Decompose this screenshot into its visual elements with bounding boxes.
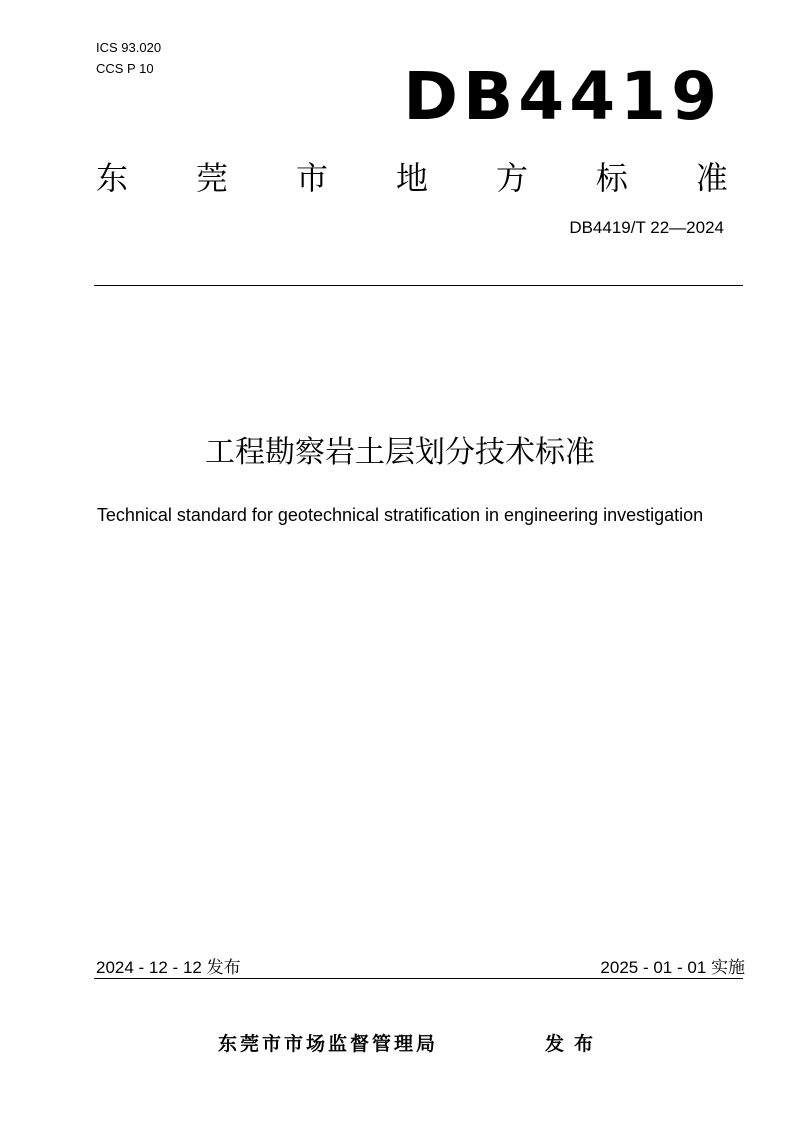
title-chinese: 工程勘察岩土层划分技术标准 bbox=[205, 435, 595, 470]
db-code-logo: DB4419 bbox=[403, 58, 722, 135]
local-standard-char: 方 bbox=[495, 159, 528, 197]
issuing-authority: 东莞市市场监督管理局 bbox=[218, 1033, 439, 1055]
local-standard-char: 莞 bbox=[195, 159, 228, 197]
standard-number: DB4419/T 22—2024 bbox=[569, 218, 724, 237]
local-standard-char: 准 bbox=[695, 159, 728, 197]
local-standard-char: 标 bbox=[595, 159, 628, 197]
title-english: Technical standard for geotechnical stratification in engineering investigation bbox=[96, 505, 704, 525]
local-standard-char: 东 bbox=[96, 159, 129, 197]
footer-divider bbox=[94, 978, 743, 979]
header-divider bbox=[94, 285, 743, 286]
local-standard-heading bbox=[96, 156, 728, 200]
ccs-code: CCS P 10 bbox=[96, 61, 154, 76]
publish-label: 发布 bbox=[545, 1033, 604, 1055]
issue-date: 2024 - 12 - 12 发布 bbox=[96, 958, 241, 977]
local-standard-char: 地 bbox=[395, 159, 428, 197]
ics-code: ICS 93.020 bbox=[96, 40, 162, 55]
implementation-date: 2025 - 01 - 01 实施 bbox=[600, 958, 745, 977]
local-standard-char: 市 bbox=[295, 159, 328, 197]
